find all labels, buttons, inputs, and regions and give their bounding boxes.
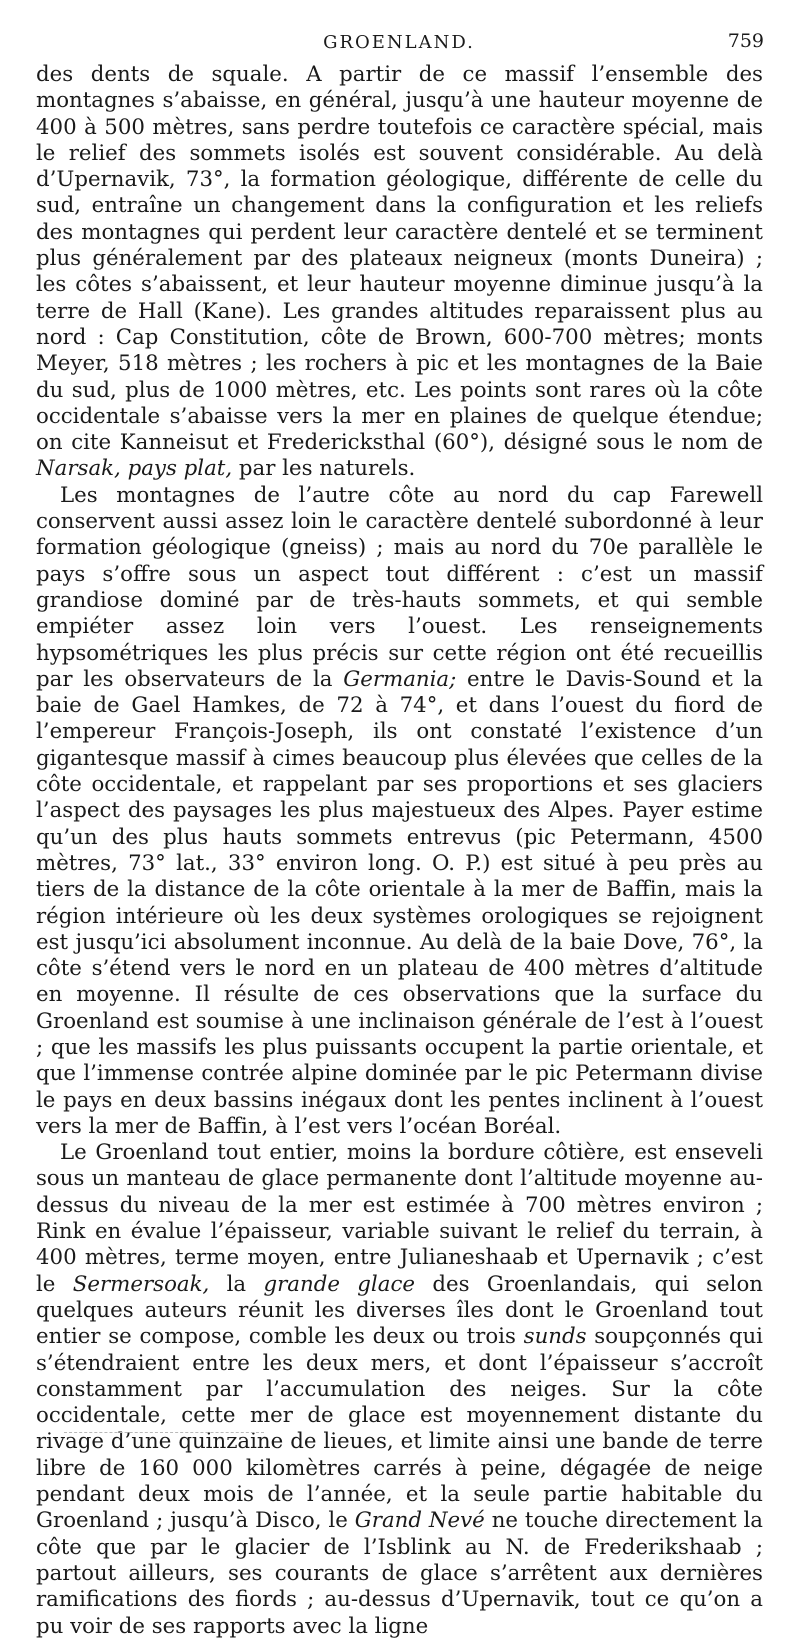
- italic-term: grande glace: [263, 1271, 415, 1297]
- paragraph-3: [36, 1140, 763, 1640]
- italic-term: Grand Nevé: [354, 1508, 485, 1534]
- text-run: ne touche directement la côte que par le glacier de l’Isblink au N. de Frederikshaab ; partout ailleurs, ses courants de glace s’arrêtent aux dernières ramifications des fiords ; au-dessus d’Upernavik, tout ce qu’on a pu voir de ses rapports avec la ligne: [36, 1508, 763, 1639]
- text-run: Les montagnes de l’autre côte au nord du cap Farewell conservent aussi assez loin le caractère dentelé subordonné à leur formation géologique (gneiss) ; mais au nord du 70e parallèle le pays s’offre sous un aspect tout différent : c’est un massif grandiose dominé par de très-hauts sommets, et qui semble empiéter assez loin vers l’ouest. Les renseignements hypsométriques les plus précis sur cette région ont été recueillis par les observateurs de la: [36, 482, 763, 692]
- text-run: des Groenlandais, qui selon quelques auteurs réunit les diverses îles dont le Groenland tout entier se compose, comble les deux ou trois: [36, 1271, 764, 1350]
- text-run: entre le Davis-Sound et la baie de Gael Hamkes, de 72 à 74°, et dans l’ouest du fiord de l’empereur François-Joseph, ils ont constaté l’existence d’un gigantesque massif à cimes beaucoup plus élevées que celles de la côte occidentale, et rappelant par ses proportions et ses glaciers l’aspect des paysages les plus majestueux des Alpes. Payer estime qu’un des plus hauts sommets entrevus (pic Petermann, 4500 mètres, 73° lat., 33° environ long. O. P.) est situé à peu près au tiers de la distance de la côte orientale à la mer de Baffin, mais la région intérieure où les deux systèmes orologiques se rejoignent est jusqu’ici absolument inconnue. Au delà de la baie Dove, 76°, la côte s’étend vers le nord en un plateau de 400 mètres d’altitude en moyenne. Il résulte de ces observations que la surface du Groenland est soumise à une inclinaison générale de l’est à l’ouest ; que les massifs les plus puissants occupent la partie orientale, et que l’immense contrée alpine dominée par le pic Petermann divise le pays en deux bassins inégaux dont les pentes inclinent à l’ouest vers la mer de Baffin, à l’est vers l’océan Boréal.: [36, 666, 763, 1139]
- text-run: soupçonnés qui s’étendraient entre les deux mers, et dont l’épaisseur s’accroît constamment par l’accumulation des neiges. Sur la côte occidentale, cette mer de glace est moyennement distante du rivage d’une quinzaine de lieues, et limite ainsi une bande de terre libre de 160 000 kilomètres carrés à peine, dégagée de neige pendant deux mois de l’année, et la seule partie habitable du Groenland ; jusqu’à Disco, le: [36, 1324, 763, 1534]
- text-run: par les naturels.: [232, 456, 416, 482]
- text-run: la: [209, 1271, 264, 1297]
- italic-term: Germania;: [343, 666, 457, 692]
- page-header: [34, 30, 764, 58]
- italic-term: Sermersoak,: [72, 1271, 210, 1297]
- italic-term: sunds: [523, 1324, 587, 1350]
- body-text: [36, 62, 763, 1640]
- text-run: des dents de squale. A partir de ce massif l’ensemble des montagnes s’abaisse, en général, jusqu’à une hauteur moyenne de 400 à 500 mètres, sans perdre toutefois ce caractère spécial, mais le relief des sommets isolés est souvent considérable. Au delà d’Upernavik, 73°, la formation géologique, différente de celle du sud, entraîne un changement dans la configuration et les reliefs des montagnes qui perdent leur caractère dentelé et se terminent plus généralement par des plateaux neigneux (monts Duneira) ; les côtes s’abaissent, et leur hauteur moyenne diminue jusqu’à la terre de Hall (Kane). Les grandes altitudes reparaissent plus au nord : Cap Constitution, côte de Brown, 600-700 mètres; monts Meyer, 518 mètres ; les rochers à pic et les montagnes de la Baie du sud, plus de 1000 mètres, etc. Les points sont rares où la côte occidentale s’abaisse vers la mer en plaines de quelque étendue; on cite Kanneisut et Fredericksthal (60°), désigné sous le nom de: [36, 62, 763, 456]
- paragraph-1: [36, 62, 763, 483]
- running-title: GROENLAND.: [323, 32, 475, 53]
- text-run: Le Groenland tout entier, moins la bordure côtière, est enseveli sous un manteau de glace permanente dont l’altitude moyenne au-dessus du niveau de la mer est estimée à 700 mètres environ ; Rink en évalue l’épaisseur, variable suivant le relief du terrain, à 400 mètres, terme moyen, entre Julianeshaab et Upernavik ; c’est le: [36, 1140, 763, 1297]
- footer-rule: [64, 1432, 264, 1433]
- paragraph-2: [36, 483, 763, 1140]
- italic-term: Narsak, pays plat,: [36, 456, 233, 482]
- page-number: 759: [727, 30, 764, 52]
